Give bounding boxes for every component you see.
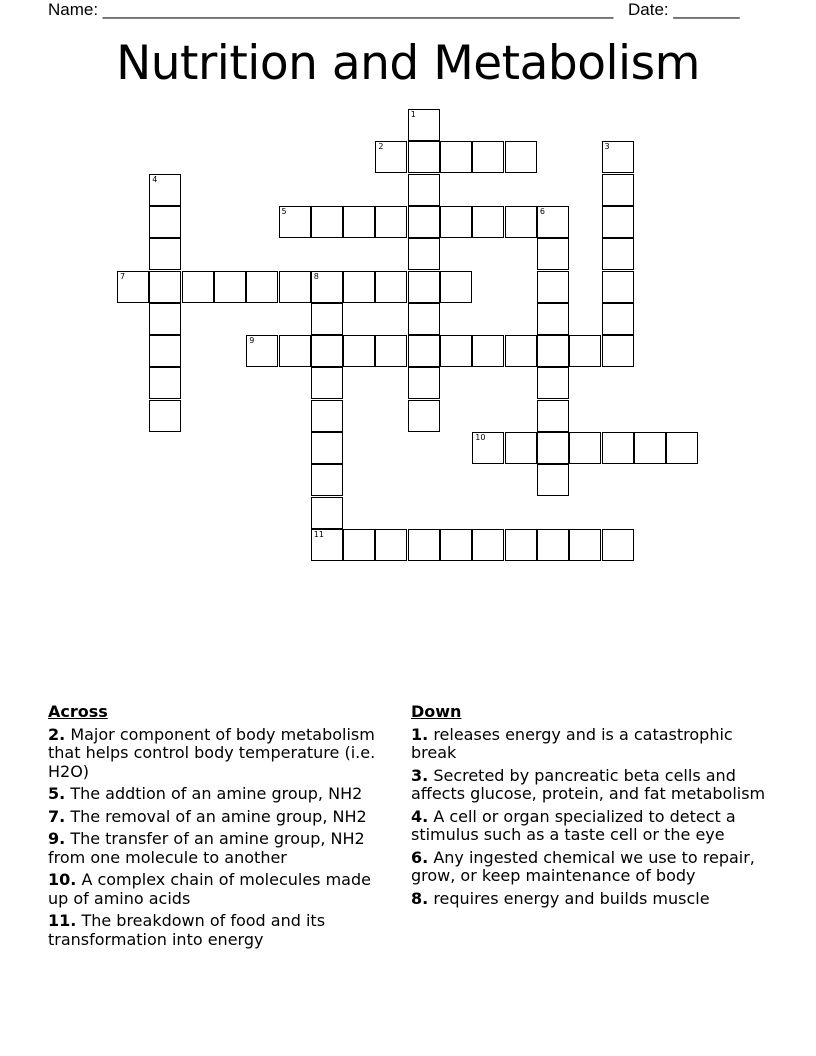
crossword-cell[interactable] <box>440 141 472 173</box>
clue-item <box>48 871 393 908</box>
crossword-cell[interactable] <box>602 529 634 561</box>
crossword-cell[interactable] <box>279 206 311 238</box>
crossword-cell[interactable] <box>537 238 569 270</box>
crossword-cell[interactable] <box>569 432 601 464</box>
crossword-cell[interactable] <box>602 141 634 173</box>
crossword-cell[interactable] <box>440 206 472 238</box>
clue-number: 2 <box>378 142 384 152</box>
crossword-cell[interactable] <box>472 141 504 173</box>
crossword-cell[interactable] <box>182 271 214 303</box>
crossword-cell[interactable] <box>279 335 311 367</box>
crossword-cell[interactable] <box>440 271 472 303</box>
crossword-cell[interactable] <box>408 238 440 270</box>
clue-number: 8 <box>313 271 319 281</box>
clue-number: 11 <box>313 529 324 539</box>
crossword-cell[interactable] <box>375 529 407 561</box>
crossword-cell[interactable] <box>311 206 343 238</box>
clue-number: 3 <box>604 142 610 152</box>
crossword-cell[interactable] <box>472 206 504 238</box>
crossword-cell[interactable] <box>602 432 634 464</box>
crossword-cell[interactable] <box>472 335 504 367</box>
clue-item-number: 1. <box>411 724 429 744</box>
crossword-cell[interactable] <box>343 529 375 561</box>
clue-item <box>411 726 781 763</box>
crossword-cell[interactable] <box>375 206 407 238</box>
crossword-cell[interactable] <box>375 271 407 303</box>
clue-item-text: requires energy and builds muscle <box>433 888 710 908</box>
crossword-cell[interactable] <box>505 529 537 561</box>
crossword-cell[interactable] <box>375 335 407 367</box>
clue-item <box>48 726 393 782</box>
clue-number: 4 <box>152 174 158 184</box>
crossword-cell[interactable] <box>149 303 181 335</box>
crossword-cell[interactable] <box>149 206 181 238</box>
clue-item-number: 2. <box>48 724 66 744</box>
crossword-cell[interactable] <box>537 206 569 238</box>
crossword-cell[interactable] <box>343 335 375 367</box>
crossword-cell[interactable] <box>375 141 407 173</box>
clue-item-number: 7. <box>48 806 66 826</box>
crossword-cell[interactable] <box>408 335 440 367</box>
clue-number: 6 <box>539 206 545 216</box>
crossword-cell[interactable] <box>602 238 634 270</box>
clue-item-text: A complex chain of molecules made up of amino acids <box>48 870 371 908</box>
crossword-cell[interactable] <box>602 174 634 206</box>
crossword-cell[interactable] <box>149 271 181 303</box>
crossword-cell[interactable] <box>311 271 343 303</box>
crossword-cell[interactable] <box>311 432 343 464</box>
crossword-cell[interactable] <box>537 271 569 303</box>
clue-item <box>411 890 781 909</box>
clue-item <box>411 767 781 804</box>
clue-item <box>48 808 393 827</box>
crossword-cell[interactable] <box>149 238 181 270</box>
clue-item <box>48 785 393 804</box>
crossword-cell[interactable] <box>472 529 504 561</box>
crossword-cell[interactable] <box>149 174 181 206</box>
clue-item-text: The transfer of an amine group, NH2 from one molecule to another <box>48 829 365 867</box>
crossword-cell[interactable] <box>311 400 343 432</box>
clue-item <box>48 912 393 949</box>
crossword-cell[interactable] <box>537 529 569 561</box>
crossword-cell[interactable] <box>246 271 278 303</box>
clue-item-text: The removal of an amine group, NH2 <box>70 806 367 826</box>
crossword-cell[interactable] <box>408 400 440 432</box>
crossword-cell[interactable] <box>634 432 666 464</box>
crossword-cell[interactable] <box>408 367 440 399</box>
crossword-cell[interactable] <box>408 141 440 173</box>
clue-item-number: 10. <box>48 870 77 889</box>
crossword-cell[interactable] <box>602 335 634 367</box>
clue-item-number: 8. <box>411 888 429 908</box>
crossword-cell[interactable] <box>537 335 569 367</box>
clue-number: 1 <box>410 110 416 119</box>
crossword-cell[interactable] <box>408 109 440 141</box>
clue-item <box>48 830 393 867</box>
clue-item-number: 11. <box>48 911 77 930</box>
crossword-cell[interactable] <box>602 303 634 335</box>
clue-item-text: Secreted by pancreatic beta cells and affects glucose, protein, and fat metabolism <box>411 765 766 803</box>
clue-item-text: A cell or organ specialized to detect a stimulus such as a taste cell or the eye <box>411 806 736 844</box>
crossword-cell[interactable] <box>311 367 343 399</box>
clue-number: 9 <box>249 336 255 346</box>
crossword-cell[interactable] <box>408 529 440 561</box>
clue-item-text: Any ingested chemical we use to repair, grow, or keep maintenance of body <box>411 847 755 885</box>
clue-item <box>411 849 781 886</box>
name-field-label: Name: ______________________________________________________ <box>48 0 614 19</box>
date-field-label: Date: _______ <box>628 0 740 19</box>
crossword-cell[interactable] <box>440 335 472 367</box>
crossword-cell[interactable] <box>343 206 375 238</box>
crossword-cell[interactable] <box>505 206 537 238</box>
clue-item-text: The breakdown of food and its transformation into energy <box>48 911 326 949</box>
crossword-cell[interactable] <box>537 432 569 464</box>
crossword-cell[interactable] <box>311 464 343 496</box>
across-heading: Across <box>48 702 108 721</box>
clue-item-number: 9. <box>48 829 66 848</box>
clue-number: 10 <box>475 433 486 442</box>
crossword-cell[interactable] <box>537 400 569 432</box>
clue-item-number: 3. <box>411 765 429 785</box>
crossword-cell[interactable] <box>149 367 181 399</box>
across-clues <box>48 703 393 953</box>
crossword-cell[interactable] <box>505 335 537 367</box>
crossword-cell[interactable] <box>537 303 569 335</box>
crossword-cell[interactable] <box>505 141 537 173</box>
crossword-cell[interactable] <box>343 271 375 303</box>
crossword-cell[interactable] <box>408 271 440 303</box>
across-clue-list <box>48 726 393 950</box>
crossword-cell[interactable] <box>569 529 601 561</box>
page-title: Nutrition and Metabolism <box>116 36 700 91</box>
crossword-cell[interactable] <box>408 206 440 238</box>
clue-number: 7 <box>120 271 126 281</box>
crossword-cell[interactable] <box>440 529 472 561</box>
crossword-cell[interactable] <box>408 174 440 206</box>
crossword-cell[interactable] <box>149 335 181 367</box>
crossword-cell[interactable] <box>666 432 698 464</box>
crossword-cell[interactable] <box>408 303 440 335</box>
clue-number: 5 <box>281 206 287 216</box>
crossword-cell[interactable] <box>117 271 149 303</box>
crossword-cell[interactable] <box>149 400 181 432</box>
clue-item-number: 6. <box>411 847 429 867</box>
crossword-cell[interactable] <box>537 367 569 399</box>
crossword-cell[interactable] <box>569 335 601 367</box>
crossword-cell[interactable] <box>602 206 634 238</box>
crossword-cell[interactable] <box>505 432 537 464</box>
crossword-cell[interactable] <box>279 271 311 303</box>
down-clues <box>411 703 781 912</box>
down-heading: Down <box>411 702 462 721</box>
crossword-cell[interactable] <box>537 464 569 496</box>
crossword-cell[interactable] <box>311 529 343 561</box>
clue-item-text: Major component of body metabolism that helps control body temperature (i.e. H2O) <box>48 724 376 781</box>
clue-item <box>411 808 781 845</box>
crossword-cell[interactable] <box>472 432 504 464</box>
clue-item-number: 4. <box>411 806 429 826</box>
crossword-cell[interactable] <box>246 335 278 367</box>
clue-item-text: releases energy and is a catastrophic break <box>411 724 733 762</box>
clue-item-number: 5. <box>48 784 66 803</box>
crossword-cell[interactable] <box>311 335 343 367</box>
crossword-cell[interactable] <box>602 271 634 303</box>
clue-item-text: The addtion of an amine group, NH2 <box>70 784 363 803</box>
crossword-cell[interactable] <box>311 497 343 529</box>
down-clue-list <box>411 726 781 909</box>
crossword-cell[interactable] <box>214 271 246 303</box>
crossword-cell[interactable] <box>311 303 343 335</box>
